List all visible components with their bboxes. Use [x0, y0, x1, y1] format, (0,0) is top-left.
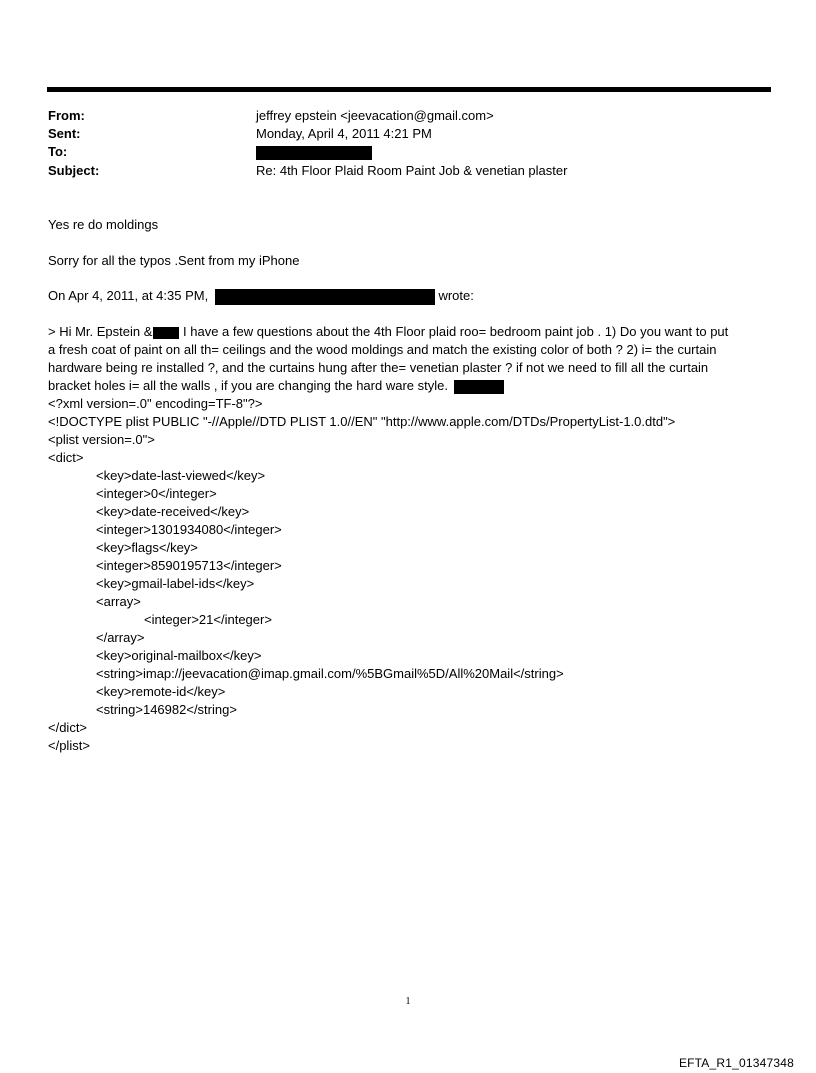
plist-line: <?xml version=.0" encoding=TF-8"?>	[48, 396, 263, 411]
plist-line: <integer>21</integer>	[144, 612, 272, 627]
to-value-redaction	[256, 143, 372, 161]
document-id: EFTA_R1_01347348	[678, 1056, 794, 1070]
plist-line: </array>	[96, 630, 145, 645]
attribution-suffix: wrote:	[438, 288, 474, 303]
subject-row	[48, 162, 768, 180]
quoted-line1-prefix: > Hi Mr. Epstein &	[48, 324, 153, 339]
plist-line: <key>flags</key>	[96, 540, 198, 555]
plist-line: <key>gmail-label-ids</key>	[96, 576, 255, 591]
signature-text: Sorry for all the typos .Sent from my iPhone	[48, 253, 300, 268]
subject-label: Subject:	[48, 163, 100, 178]
from-label: From:	[48, 108, 85, 123]
redaction-bar	[454, 380, 504, 394]
sent-label: Sent:	[48, 126, 81, 141]
sent-row	[48, 125, 768, 143]
plist-line: <integer>1301934080</integer>	[96, 522, 282, 537]
subject-value: Re: 4th Floor Plaid Room Paint Job & venetian plaster	[256, 163, 568, 178]
to-label: To:	[48, 144, 68, 159]
redaction-bar	[153, 327, 179, 339]
quoted-line	[48, 377, 778, 395]
plist-line: <key>date-received</key>	[96, 504, 250, 519]
attribution-prefix: On Apr 4, 2011, at 4:35 PM,	[48, 288, 209, 303]
quoted-message	[48, 323, 778, 755]
plist-line: <string>146982</string>	[96, 702, 237, 717]
plist-line: <array>	[96, 594, 141, 609]
plist-line: <key>original-mailbox</key>	[96, 648, 262, 663]
plist-line: </plist>	[48, 738, 90, 753]
quoted-line	[48, 323, 778, 341]
redaction-bar	[256, 146, 372, 160]
plist-line: <integer>8590195713</integer>	[96, 558, 282, 573]
plist-line: <string>imap://jeevacation@imap.gmail.com/%5BGmail%5D/All%20Mail</string>	[96, 666, 564, 681]
quoted-line4-text: bracket holes i= all the walls , if you are changing the hard ware style.	[48, 378, 448, 393]
plist-line: </dict>	[48, 720, 88, 735]
plist-line: <key>date-last-viewed</key>	[96, 468, 266, 483]
quoted-line1-suffix: I have a few questions about the 4th Floor plaid roo= bedroom paint job . 1) Do you want to put	[179, 324, 729, 339]
from-value: jeffrey epstein <jeevacation@gmail.com>	[256, 108, 494, 123]
plist-line: <!DOCTYPE plist PUBLIC "-//Apple//DTD PLIST 1.0//EN" "http://www.apple.com/DTDs/PropertyList-1.0.dtd">	[48, 414, 676, 429]
plist-line: <dict>	[48, 450, 84, 465]
header-rule	[47, 87, 771, 92]
page-number: 1	[405, 996, 411, 1007]
sent-value: Monday, April 4, 2011 4:21 PM	[256, 126, 432, 141]
to-row	[48, 143, 768, 161]
plist-line: <plist version=.0">	[48, 432, 155, 447]
quoted-line: a fresh coat of paint on all th= ceilings and the wood moldings and match the existing color of both ? 2) i= the curtain	[48, 342, 717, 357]
plist-line: <key>remote-id</key>	[96, 684, 226, 699]
plist-line: <integer>0</integer>	[96, 486, 217, 501]
redaction-bar	[215, 289, 435, 305]
attribution-line	[48, 287, 474, 305]
reply-text: Yes re do moldings	[48, 217, 159, 232]
quoted-line: hardware being re installed ?, and the curtains hung after the= venetian plaster ? if not we need to fill all the curtain	[48, 360, 709, 375]
from-row	[48, 107, 768, 125]
